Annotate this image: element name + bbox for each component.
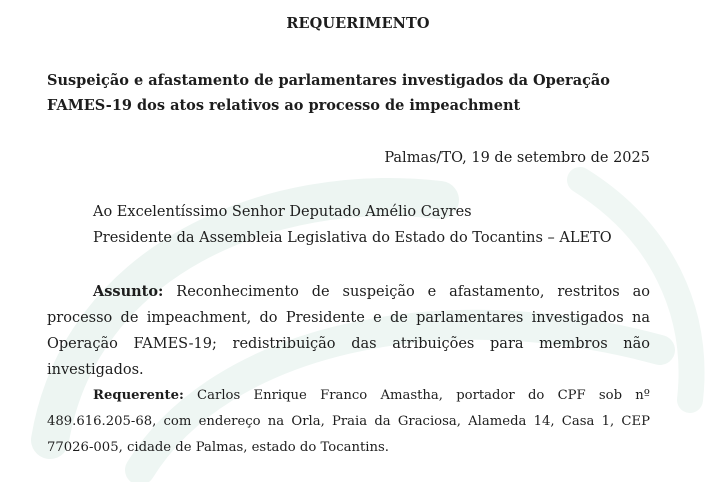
place-date: Palmas/TO, 19 de setembro de 2025	[384, 150, 650, 166]
addressee-block	[93, 199, 653, 251]
addressee-line-1: Ao Excelentíssimo Senhor Deputado Amélio Cayres	[93, 204, 472, 220]
assunto-label: Assunto:	[93, 283, 164, 300]
requerente-text: Carlos Enrique Franco Amastha, portador do CPF sob nº 489.616.205-68, com endereço na Orla, Praia da Graciosa, Alameda 14, Casa 1, CEP 77026-005, cidade de Palmas, estado do Tocantins.	[47, 388, 650, 455]
assunto-text: Reconhecimento de suspeição e afastamento, restritos ao processo de impeachment, do Presidente e de parlamentares investigados na Operação FAMES-19; redistribuição das atribuições para membros não investigados.	[47, 284, 650, 378]
assunto-paragraph	[47, 279, 650, 383]
requerente-paragraph	[47, 383, 650, 461]
document-title: REQUERIMENTO	[286, 15, 430, 32]
addressee-line-2: Presidente da Assembleia Legislativa do Estado do Tocantins – ALETO	[93, 230, 612, 246]
document-subject: Suspeição e afastamento de parlamentares investigados da Operação FAMES-19 dos atos relativos ao processo de impeachment	[47, 72, 610, 114]
requerente-label: Requerente:	[93, 388, 184, 403]
